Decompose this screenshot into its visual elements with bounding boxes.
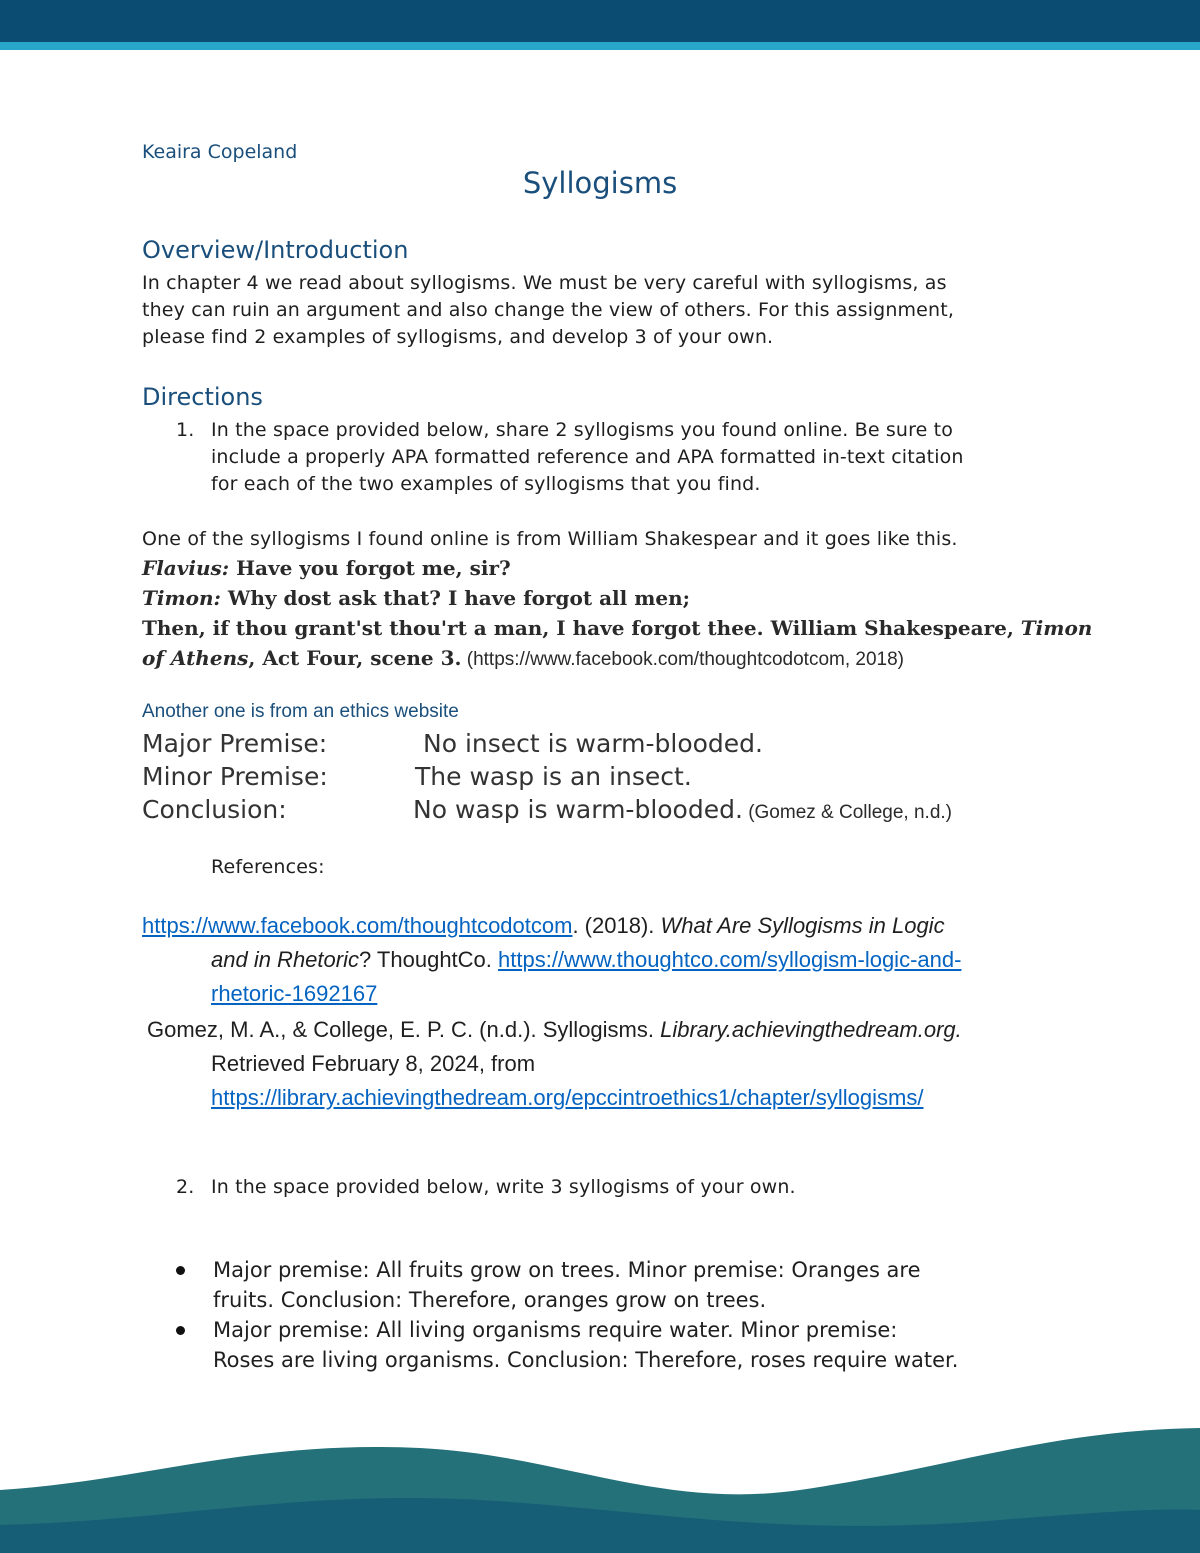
quote-text-2: Why dost ask that? I have forgot all men; [220,586,690,610]
quote-line-4 [142,643,904,675]
own-syllogism-1-line-2: fruits. Conclusion: Therefore, oranges grow on trees. [213,1288,767,1312]
direction-1-line-1: In the space provided below, share 2 syllogisms you found online. Be sure to [211,419,954,441]
quote-speaker-timon: Timon: [142,586,221,610]
reference-1-publisher: ? ThoughtCo. [358,947,499,972]
example-1-intro: One of the syllogisms I found online is from William Shakespear and it goes like this. [142,528,958,550]
quote-speaker-flavius: Flavius: [142,556,230,580]
quote-text-1: Have you forgot me, sir? [229,556,511,580]
example-2-intro: Another one is from an ethics website [142,701,459,722]
author-name: Keaira Copeland [142,141,298,163]
footer-wave [0,1420,1200,1553]
reference-1-link[interactable]: https://www.facebook.com/thoughtcodotcom [142,913,573,938]
conclusion-text: No wasp is warm-blooded. [413,795,743,824]
direction-2-number: 2. [176,1176,195,1198]
quote-line-3 [142,613,1092,643]
direction-1-line-2: include a properly APA formatted reference and APA formatted in-text citation [211,446,964,468]
own-syllogism-2-line-1: Major premise: All living organisms require water. Minor premise: [213,1318,898,1342]
reference-1-url[interactable]: https://www.thoughtco.com/syllogism-logic-and- [498,947,962,972]
overview-heading: Overview/Introduction [142,236,409,264]
reference-2-line-1 [147,1013,962,1047]
minor-premise-label: Minor Premise: [142,762,328,791]
reference-2-site: Library.achievingthedream.org. [660,1017,962,1042]
own-syllogism-1-line-1: Major premise: All fruits grow on trees. Minor premise: Oranges are [213,1258,921,1282]
overview-line-3: please find 2 examples of syllogisms, and develop 3 of your own. [142,326,774,348]
example-2-citation: (Gomez & College, n.d.) [742,802,953,823]
reference-1-title-cont: and in Rhetoric [211,947,359,972]
overview-line-2: they can ruin an argument and also change the view of others. For this assignment, [142,299,955,321]
overview-line-1: In chapter 4 we read about syllogisms. We must be very careful with syllogisms, as [142,272,947,294]
quote-text-4: , Act Four, scene 3. [248,646,462,670]
own-syllogism-2-line-2: Roses are living organisms. Conclusion: Therefore, roses require water. [213,1348,959,1372]
direction-1-number: 1. [176,419,195,441]
document-title: Syllogisms [522,166,678,200]
header-bar [0,0,1200,52]
direction-2-text: In the space provided below, write 3 syllogisms of your own. [211,1176,796,1198]
conclusion-label: Conclusion: [142,795,287,824]
reference-1-year: . (2018). [572,913,661,938]
bullet-dot-1 [176,1266,185,1275]
work-title-2: of Athens [142,646,249,670]
references-heading: References: [211,856,325,878]
reference-1-title: What Are Syllogisms in Logic [660,913,945,938]
bullet-dot-2 [176,1326,185,1335]
header-bar-dark [0,0,1200,42]
reference-1-line-2 [211,943,961,977]
quote-line-1 [142,553,511,583]
reference-1-line-1 [142,909,945,943]
conclusion-line [413,795,952,824]
reference-1-url-cont[interactable]: rhetoric-1692167 [211,981,378,1006]
work-title-1: Timon [1020,616,1093,640]
reference-2-retrieved: Retrieved February 8, 2024, from [211,1051,536,1076]
direction-1-line-3: for each of the two examples of syllogisms that you find. [211,473,761,495]
directions-heading: Directions [142,383,263,411]
reference-1-line-3 [211,977,377,1011]
reference-2-authors: Gomez, M. A., & College, E. P. C. (n.d.). Syllogisms. [147,1017,661,1042]
quote-text-3: Then, if thou grant'st thou'rt a man, I have forgot thee. William Shakespeare, [142,616,1021,640]
quote-line-2 [142,583,690,613]
reference-2-url[interactable]: https://library.achievingthedream.org/epccintroethics1/chapter/syllogisms/ [211,1085,924,1110]
minor-premise-text: The wasp is an insect. [415,762,692,791]
example-1-citation: (https://www.facebook.com/thoughtcodotcom, 2018) [461,649,904,670]
header-bar-accent [0,42,1200,50]
reference-2-line-3 [211,1081,923,1115]
major-premise-text: No insect is warm-blooded. [423,729,764,758]
major-premise-label: Major Premise: [142,729,328,758]
